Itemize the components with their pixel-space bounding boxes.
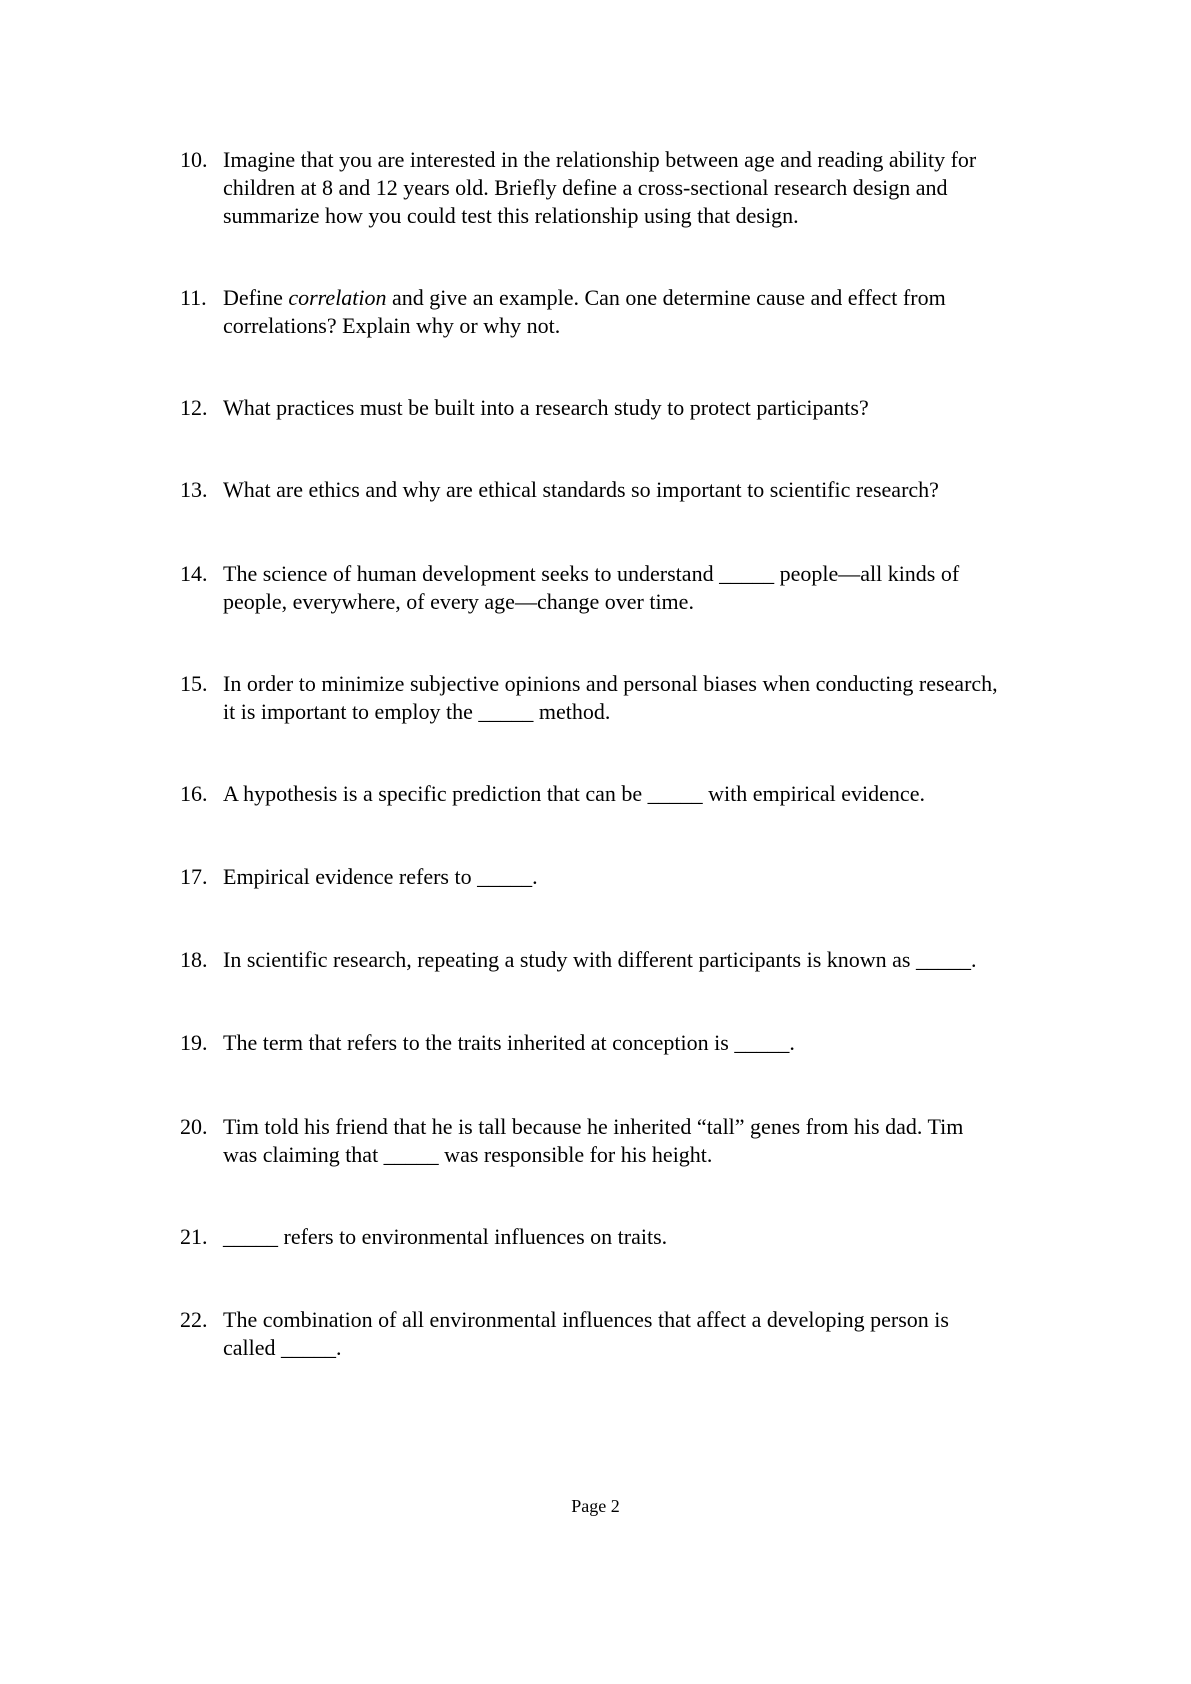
question-text: Empirical evidence refers to _____. <box>223 864 538 889</box>
page-number: Page 2 <box>571 1496 620 1516</box>
question-19 <box>180 1029 1090 1057</box>
question-11 <box>180 284 1090 340</box>
question-number: 16. <box>180 781 208 806</box>
question-number: 12. <box>180 395 208 420</box>
question-text: Tim told his friend that he is tall because he inherited “tall” genes from his dad. Tim was claiming that _____ was responsible for his height. <box>223 1114 964 1167</box>
question-number: 17. <box>180 864 208 889</box>
question-number: 14. <box>180 561 208 586</box>
italic-term: correlation <box>288 285 387 310</box>
question-text-rest: and give an example. Can one determine cause and effect from correlations? Explain why or why not. <box>223 285 946 338</box>
question-number: 10. <box>180 147 208 172</box>
question-10 <box>180 146 1090 230</box>
question-16 <box>180 780 1090 808</box>
question-number: 20. <box>180 1114 208 1139</box>
question-number: 19. <box>180 1030 208 1055</box>
question-18 <box>180 946 1090 974</box>
question-number: 11. <box>180 285 207 310</box>
question-text: Imagine that you are interested in the relationship between age and reading ability for children at 8 and 12 years old. Briefly define a cross-sectional research design and summarize how you could test this relationship using that design. <box>223 147 977 228</box>
question-text: The term that refers to the traits inherited at conception is _____. <box>223 1030 795 1055</box>
question-20 <box>180 1113 1090 1169</box>
question-text: What are ethics and why are ethical standards so important to scientific research? <box>223 477 939 502</box>
question-text: The science of human development seeks to understand _____ people—all kinds of people, everywhere, of every age—change over time. <box>223 561 960 614</box>
question-text: _____ refers to environmental influences on traits. <box>223 1224 668 1249</box>
question-21 <box>180 1223 1090 1251</box>
question-15 <box>180 670 1090 726</box>
question-number: 22. <box>180 1307 208 1332</box>
question-17 <box>180 863 1090 891</box>
question-text: What practices must be built into a research study to protect participants? <box>223 395 869 420</box>
question-number: 18. <box>180 947 208 972</box>
question-22 <box>180 1306 1090 1362</box>
question-text: In scientific research, repeating a study with different participants is known as _____. <box>223 947 977 972</box>
question-number: 15. <box>180 671 208 696</box>
question-number: 21. <box>180 1224 208 1249</box>
question-14 <box>180 560 1090 616</box>
question-text-start: Define <box>223 285 289 310</box>
question-13 <box>180 476 1090 504</box>
question-number: 13. <box>180 477 208 502</box>
question-text: In order to minimize subjective opinions and personal biases when conducting research, it is important to employ the _____ method. <box>223 671 998 724</box>
question-text <box>223 284 1090 340</box>
question-12 <box>180 394 1090 422</box>
question-text: A hypothesis is a specific prediction that can be _____ with empirical evidence. <box>223 781 925 806</box>
question-text: The combination of all environmental influences that affect a developing person is called _____. <box>223 1307 949 1360</box>
